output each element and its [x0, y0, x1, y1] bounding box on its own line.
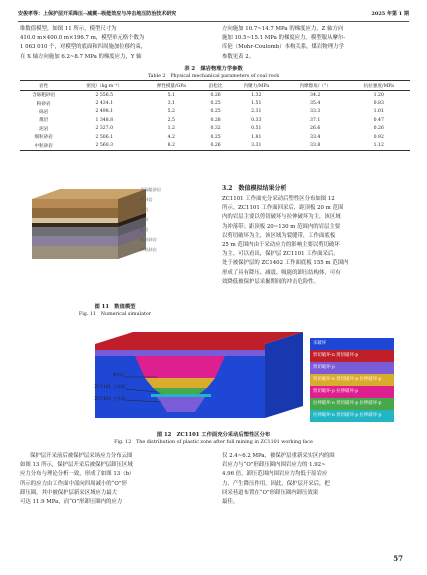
fig12-caption: 图 12 ZC1101 工作面充分采动后塑性区分布 [156, 432, 271, 438]
legend-label: 剪切破坏-n 剪切破坏-p 拉伸破坏-p [313, 377, 382, 382]
text-line: 效降低被保护层采掘期间的冲击危险性。 [222, 278, 320, 285]
table-cell: 2 434.1 [95, 101, 114, 107]
table-cell: 0.47 [373, 117, 384, 123]
table-cell: 34.2 [310, 92, 321, 98]
table-cell: 3.1 [167, 101, 175, 107]
text-line: 方向施加 10.7~14.7 MPa 的梯度应力，Z 轴方向 [222, 26, 344, 32]
bottom-left-text [20, 452, 210, 507]
table-cell: 1 348.8 [95, 117, 114, 123]
table-cell: 1.01 [373, 109, 384, 115]
table-cell: 1.12 [348, 141, 410, 150]
table-cell: 2 327.0 [95, 126, 114, 132]
col-header: 泊松比 [201, 81, 229, 91]
text-line: 库伦（Mohr-Coulomb）本构关系，煤岩物理力学 [222, 44, 344, 51]
table-cell: 5.1 [167, 92, 175, 98]
text-line: 1 063 010 个，对模型的底面和四周施加位移约束， [20, 44, 147, 51]
zone-label: ZC1402 工作面 [94, 396, 125, 401]
legend-label: 剪切破坏-n 剪切破坏-p [313, 353, 359, 358]
table-cell: 0.51 [251, 126, 262, 132]
numerical-model-figure [28, 185, 148, 265]
table-cell: 0.26 [201, 141, 229, 150]
text-line: 410.0 m×400.0 m×196.7 m，模型单元格个数为 [20, 35, 145, 42]
text-line: 卸压圈，其中被保护层新采区域应力最大 [20, 489, 118, 496]
text-line: 回采巷道布置在“O”形卸压圈内卸压效果 [222, 489, 319, 496]
table-header-row [20, 81, 410, 91]
strata-label: 中粒砂岩 [140, 247, 157, 252]
text-line: 施加 10.5~15.1 MPa 的梯度应力。模型服从摩尔- [222, 35, 346, 42]
legend-item [310, 350, 394, 362]
intro-left [20, 25, 210, 62]
text-line: 最佳。 [222, 499, 239, 506]
rock-parameter-table [20, 80, 410, 151]
table-cell: 3.31 [230, 141, 283, 150]
text-line: 处于被保护层的 ZC1402 工作面底板 155 m 范围内 [222, 260, 349, 267]
text-line: 如图 13 所示，保护层开采后被保护层卸压区域 [20, 462, 133, 469]
strata-label: 含砾粗砂岩 [140, 187, 161, 192]
legend-item [310, 374, 394, 386]
col-header: 密度/（kg·m⁻³） [67, 81, 141, 91]
text-line: 维数值模型，如图 11 所示，模型尺寸为 [20, 26, 117, 32]
header-title: 安俊孝等：上保护层开采降压--减震--吸能效应与冲击地压防治技术研究 [18, 11, 177, 17]
text-line: 所示。ZC1101 工作面回采后，距顶板 20 m 范围 [222, 205, 344, 212]
fig11-caption: 图 11 数值模型 [94, 304, 136, 310]
col-header: 弹性模量/GPa [141, 81, 201, 91]
bottom-right-text [222, 452, 412, 507]
table-cell: 5.2 [167, 109, 175, 115]
table-cell: 2 560.3 [67, 141, 141, 150]
text-line: 形成了具有降压、减震、吸能的卸压结构体，可有 [222, 269, 341, 276]
legend-item [310, 338, 394, 350]
running-header [18, 9, 409, 19]
table-cell: 1.20 [373, 92, 384, 98]
table-cell: 2 498.1 [95, 109, 114, 115]
table-cell: 0.28 [210, 117, 221, 123]
text-line: 25 m 范围内由于采动应力的影响主要以剪切破坏 [222, 242, 340, 249]
text-line: 应力分布与理论分析一致，形成了如图 13（b） [20, 471, 135, 478]
page-number: 57 [393, 554, 403, 563]
text-line: 力，产生降压作用。因此，保护层开采后，把 [222, 480, 330, 487]
text-line: 内的岩层主要以剪切破坏与拉伸破坏为主，该区域 [222, 214, 341, 221]
text-line: 仅 2.4~6.2 MPa，被保护层重新采实区内的围 [222, 453, 335, 459]
table-cell: 2.31 [251, 109, 262, 115]
table-cell: 2.5 [167, 117, 175, 123]
legend-label: 拉伸破坏-n 剪切破坏-p 拉伸破坏-p [313, 401, 382, 406]
strata-label: 砾岩 [140, 207, 149, 212]
table-cell: 1.51 [251, 101, 262, 107]
legend-item [310, 386, 394, 398]
table-cell: 0.25 [210, 109, 221, 115]
strata-label: 粉砂岩 [140, 197, 153, 202]
table-cell: 33.3 [310, 109, 321, 115]
table-cell: 1.2 [167, 126, 175, 132]
header-rule [18, 21, 409, 22]
table-cell: 1.32 [251, 92, 262, 98]
table-cell: 33.4 [310, 134, 321, 140]
rock-type-cell: 粉砂岩 [36, 101, 51, 107]
text-line: 参数见表 2。 [222, 53, 255, 60]
legend-item [310, 398, 394, 410]
zone-label: ZC1101 工作面 [94, 384, 125, 389]
legend-label: 剪切破坏-p [313, 365, 335, 370]
text-line: 岩应力与“O”形卸压圈内围岩应力的 1.92~ [222, 462, 326, 469]
table-cell: 0.83 [373, 101, 384, 107]
col-header: 内聚力/MPa [230, 81, 283, 91]
strata-label: 煤层 [140, 217, 149, 222]
rock-type-cell: 泥岩 [39, 126, 49, 132]
table-row [20, 141, 410, 150]
table-cell: 0.26 [210, 92, 221, 98]
model-block-image [28, 185, 148, 265]
text-line: 在 X 轴方向施加 6.2~8.7 MPa 的梯度应力，Y 轴 [20, 53, 142, 60]
text-line: 为冲落带；距顶板 20~130 m 范围内的岩层主要 [222, 223, 341, 230]
table-cell: 0.26 [373, 126, 384, 132]
section-body [222, 195, 412, 287]
rock-type-cell: 细粒砂岩 [34, 135, 53, 141]
legend-item [310, 410, 394, 422]
rock-type-cell: 含砾粗砂岩 [32, 93, 56, 99]
strata-label: 泥岩 [140, 227, 149, 232]
section-heading: 3.2 数值模拟结果分析 [222, 185, 287, 192]
legend-item [310, 362, 394, 374]
zone-label: 剪切区 [112, 372, 125, 377]
table-row [20, 91, 410, 100]
text-line: 为主。可以看出，保护层 ZC1101 工作面采后， [222, 251, 339, 258]
text-line: ZC1101 工作面充分采动后塑性区分布如图 12 [222, 196, 335, 202]
legend-label: 拉伸破坏-n 剪切破坏-p 拉伸破坏-p [313, 413, 382, 418]
table-cell: 2 506.1 [95, 134, 114, 140]
table-caption: 表 2 煤岩物理力学参数 [184, 66, 243, 72]
table-cell: 0.33 [251, 117, 262, 123]
plastic-zone-figure [95, 330, 305, 420]
intro-right [222, 25, 412, 62]
plastic-zone-image [95, 330, 305, 420]
col-header: 抗拉强度/MPa [348, 81, 410, 91]
strata-label: 细粒砂岩 [140, 237, 157, 242]
legend-label: 未破坏 [313, 341, 327, 346]
table-row [20, 108, 410, 116]
text-line: 以剪切破坏为主，该区域为裂缝带，工作面底板 [222, 232, 336, 239]
table-cell: 26.6 [310, 126, 321, 132]
fig11-caption-en: Fig. 11 Numerical simulator [78, 312, 152, 317]
table-cell: 0.25 [210, 101, 221, 107]
text-line: 保护层开采前后被保护层采场应力分布云图 [30, 453, 133, 459]
table-cell: 0.32 [210, 126, 221, 132]
rock-type-cell: 煤层 [39, 118, 49, 124]
rock-type-cell: 砾岩 [39, 109, 49, 115]
table-cell: 2 556.5 [95, 92, 114, 98]
col-header: 内摩擦角/（°） [283, 81, 348, 91]
plastic-zone-legend [310, 338, 400, 428]
table-cell: 8.2 [141, 141, 201, 150]
table-cell: 33.8 [283, 141, 348, 150]
table-row [20, 99, 410, 107]
table-cell: 0.25 [210, 134, 221, 140]
table-cell: 37.1 [310, 117, 321, 123]
text-line: 所示的应力由工作面中部向四周减小的“O”形 [20, 480, 127, 487]
rock-type-cell: 中粒砂岩 [20, 141, 67, 150]
text-line: 可达 11.9 MPa，而“O”形卸压圈内的应力 [20, 499, 123, 506]
table-cell: 4.2 [167, 134, 175, 140]
table-caption-en: Table 2 Physical mechanical parameters of coal rock [147, 74, 280, 79]
legend-label: 剪切破坏-p 拉伸破坏-p [313, 389, 359, 394]
fig12-left-labels [30, 372, 125, 412]
table-cell: 1.81 [251, 134, 262, 140]
header-issue: 2025 年第 1 期 [371, 11, 409, 17]
col-header: 岩性 [20, 81, 67, 91]
table-row [20, 133, 410, 141]
fig12-caption-en: Fig. 12 The distribution of plastic zone after full mining in ZC1101 working face [114, 440, 313, 445]
table-cell: 35.4 [310, 101, 321, 107]
table-row [20, 116, 410, 124]
model-strata-labels [140, 187, 180, 267]
table-row [20, 125, 410, 133]
text-line: 4.96 倍，卸压范围内围岩应力均低于原岩应 [222, 471, 328, 478]
table-cell: 0.92 [373, 134, 384, 140]
